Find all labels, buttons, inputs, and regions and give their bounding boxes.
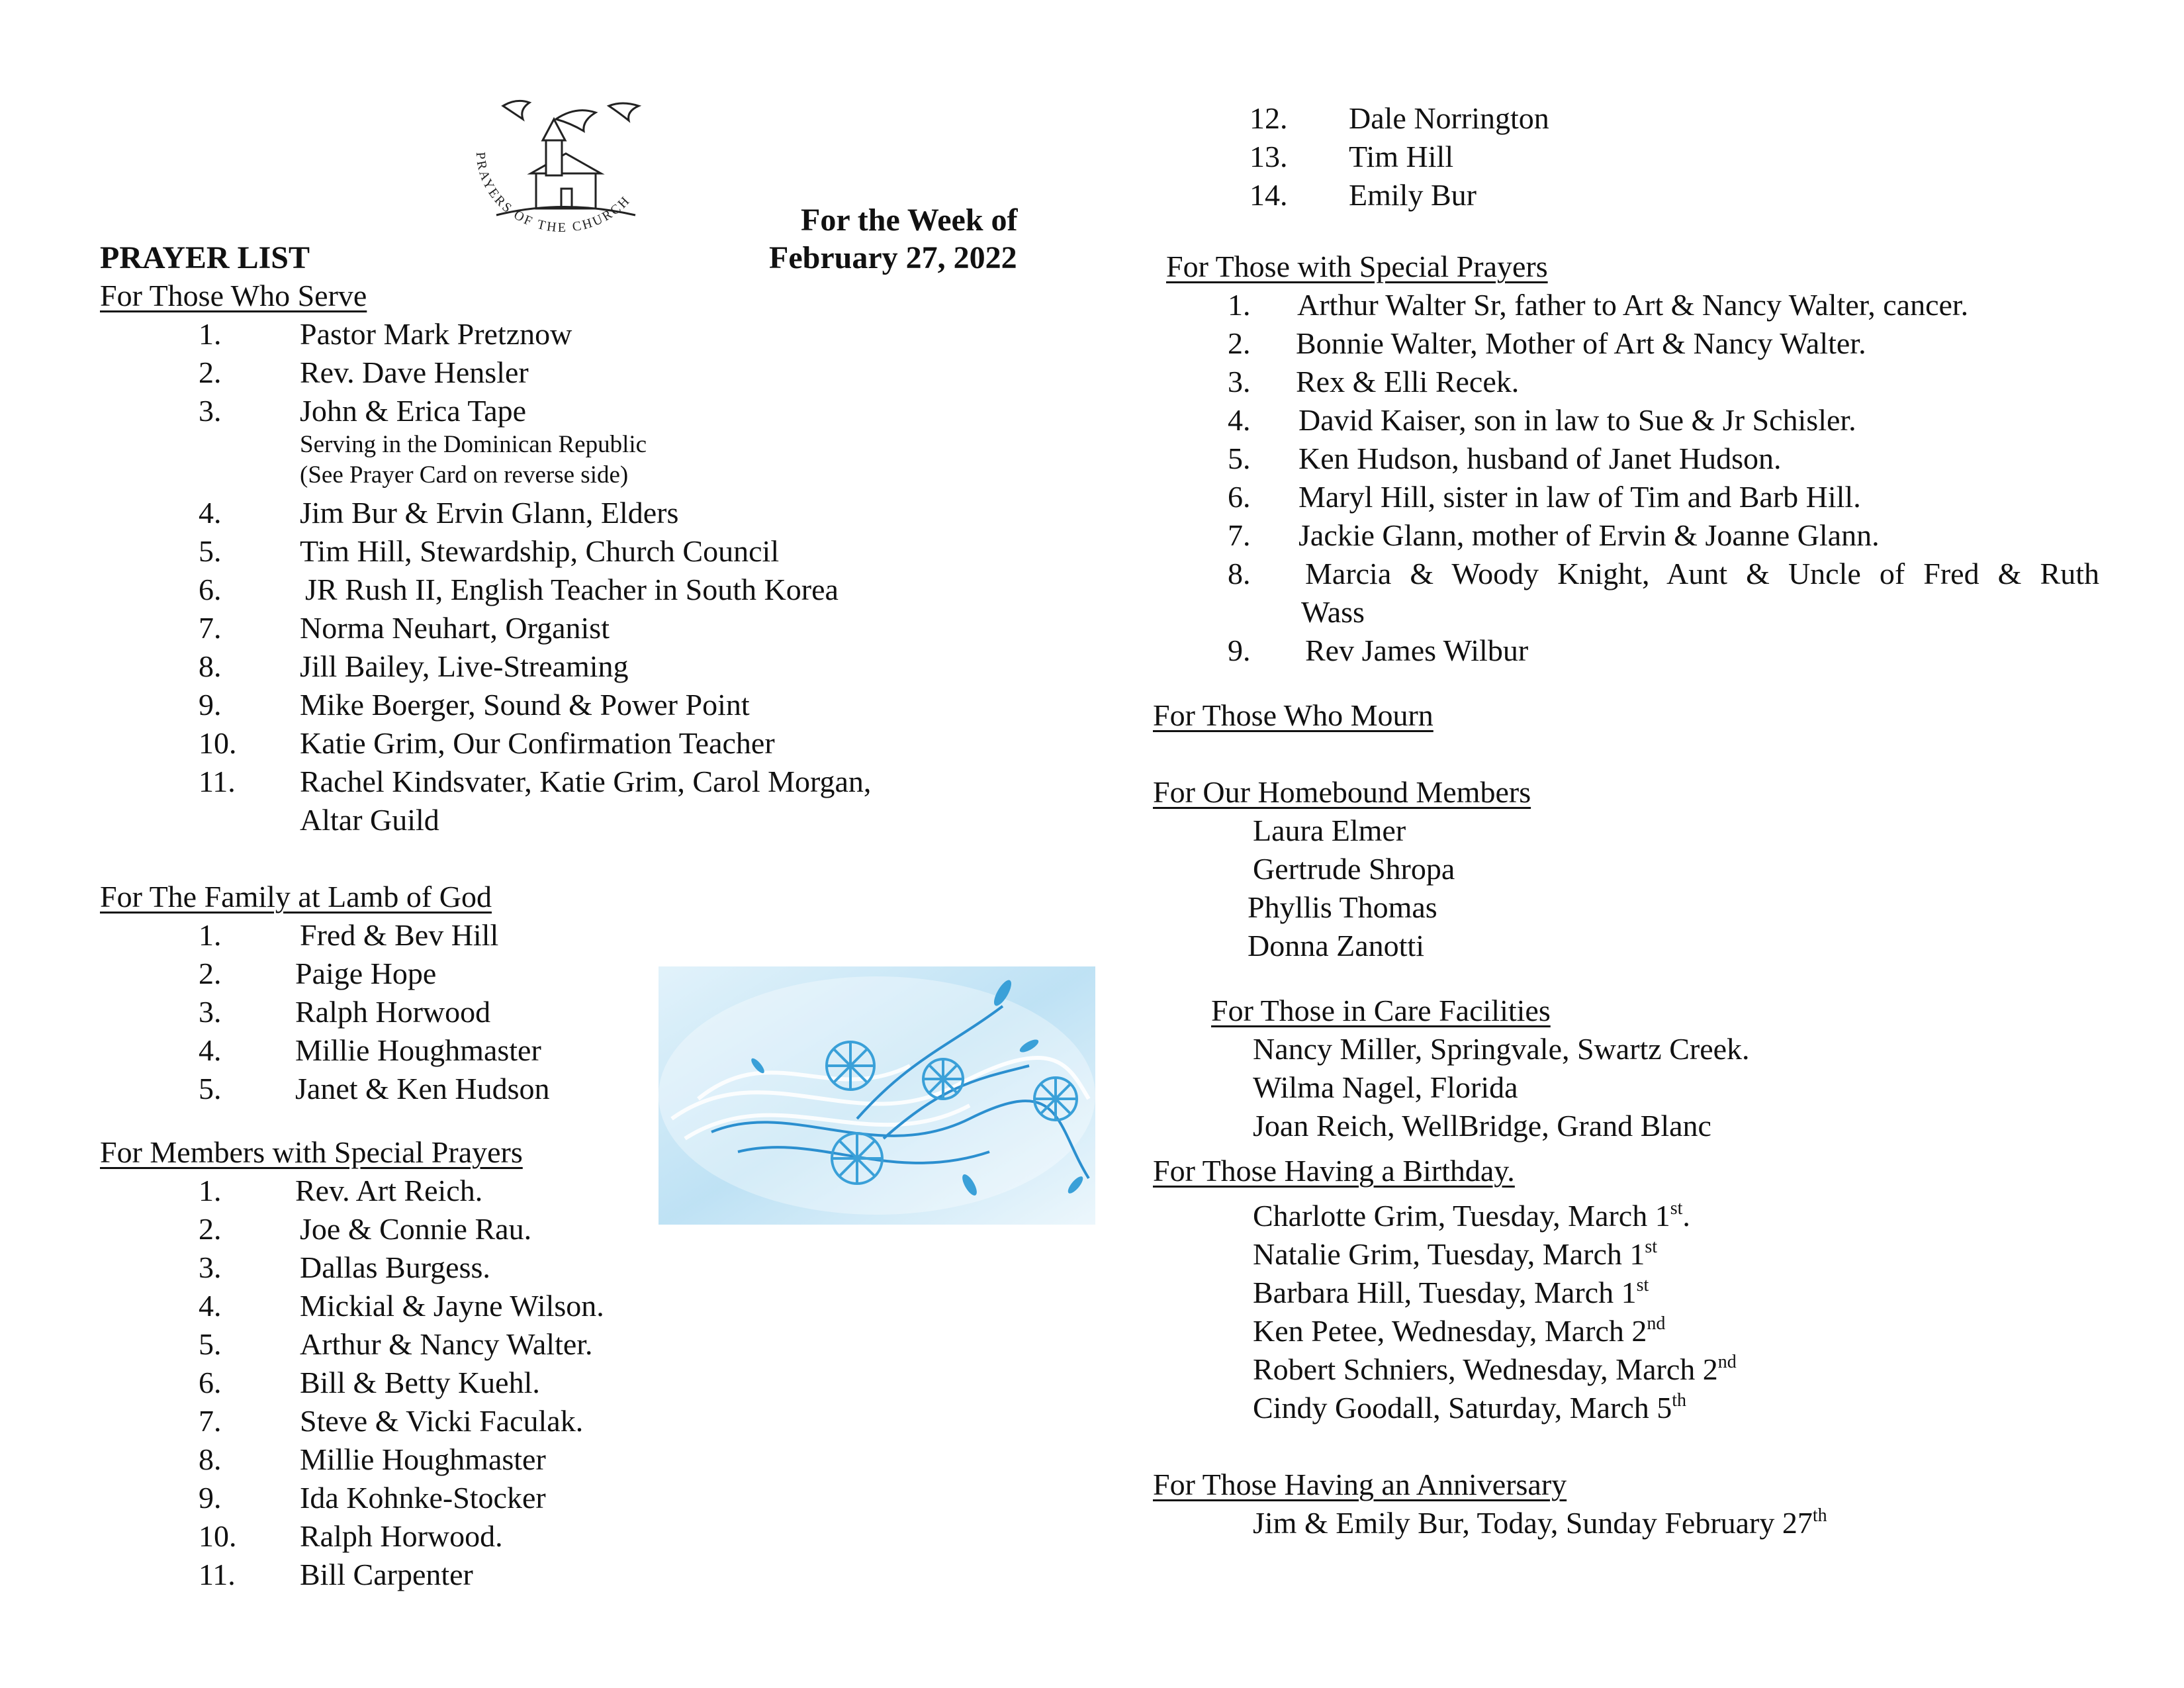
section-heading-anniversary: For Those Having an Anniversary — [1153, 1468, 1567, 1501]
section-heading-birthday: For Those Having a Birthday. — [1153, 1154, 1515, 1188]
list-item: Jim & Emily Bur, Today, Sunday February 27th — [1253, 1505, 1827, 1540]
week-label: For the Week of — [801, 203, 1018, 238]
church-icon — [496, 119, 635, 215]
list-item: Gertrude Shropa — [1253, 852, 1455, 886]
list-item: Donna Zanotti — [1248, 929, 1424, 962]
list-item: Laura Elmer — [1253, 814, 1406, 847]
section-heading-mourn: For Those Who Mourn — [1153, 698, 1433, 732]
list-item-continuation: Wass — [1301, 595, 1365, 629]
snowflake-swirl-decoration — [659, 966, 1095, 1225]
list-item: Charlotte Grim, Tuesday, March 1st. — [1253, 1198, 1690, 1233]
church-logo — [457, 93, 668, 245]
logo-text: PRAYERS OF THE CHURCH — [473, 151, 634, 236]
list-item: Natalie Grim, Tuesday, March 1st — [1253, 1237, 1658, 1271]
list-item: Ken Petee, Wednesday, March 2nd — [1253, 1313, 1666, 1348]
list-item-continuation: Altar Guild — [300, 803, 439, 837]
dove-icon — [503, 101, 639, 131]
section-heading-homebound: For Our Homebound Members — [1153, 775, 1531, 809]
list-item-justified: Marcia & Woody Knight, Aunt & Uncle of Fred & Ruth — [1305, 557, 2099, 590]
list-item: Phyllis Thomas — [1248, 890, 1437, 924]
section-heading-serve: For Those Who Serve — [100, 279, 367, 312]
list-item: Cindy Goodall, Saturday, March 5th — [1253, 1390, 1687, 1425]
list-item: Robert Schniers, Wednesday, March 2nd — [1253, 1352, 1737, 1386]
section-heading-care: For Those in Care Facilities — [1211, 994, 1551, 1027]
list-item: Joan Reich, WellBridge, Grand Blanc — [1253, 1109, 1711, 1143]
list-item-note: (See Prayer Card on reverse side) — [300, 461, 629, 489]
section-heading-family: For The Family at Lamb of God — [100, 880, 492, 914]
section-heading-special: For Those with Special Prayers — [1166, 250, 1548, 283]
list-item: Nancy Miller, Springvale, Swartz Creek. — [1253, 1032, 1750, 1066]
list-item: Wilma Nagel, Florida — [1253, 1070, 1518, 1104]
list-item: Barbara Hill, Tuesday, March 1st — [1253, 1275, 1649, 1309]
list-item-note: Serving in the Dominican Republic — [300, 431, 647, 458]
week-date: February 27, 2022 — [769, 240, 1017, 275]
page-title: PRAYER LIST — [100, 240, 310, 275]
section-heading-members: For Members with Special Prayers — [100, 1135, 523, 1169]
